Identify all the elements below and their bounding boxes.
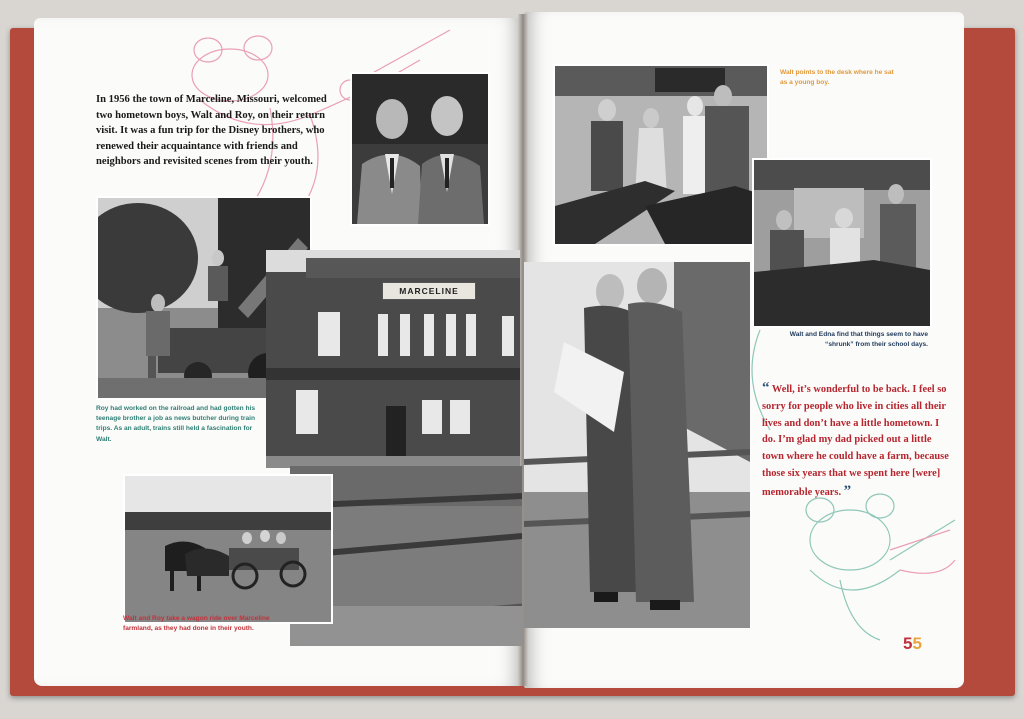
caption-walt-edna: Walt and Edna find that things seem to have “shrunk” from their school days. [789,331,928,349]
desk-classroom-photo [553,64,769,246]
page-number-digit-2: 5 [912,634,922,653]
page-number-digit-1: 5 [903,634,913,653]
intro-paragraph: In 1956 the town of Marceline, Missouri, welcomed two hometown boys, Walt and Roy, on their return visit. It was a fun trip for the Disney brothers, who renewed their acquaintance with friends and neighbors and revisited scenes from their youth. [96,94,327,168]
walt-roy-reading-photo [524,262,750,628]
walt-hometown-quote [762,380,952,502]
caption-desk: Walt points to the desk where he sat as a young boy. [780,69,894,87]
quote-close-mark: ” [843,482,852,499]
quote-text: Well, it’s wonderful to be back. I feel so sorry for people who live in cities all their lives and don’t have a little hometown. I do. I’m glad my dad picked out a little town where he could have a farm, because those six years that we spent here [were] memorable years. [762,384,949,498]
page-number [903,634,922,654]
wagon-ride-photo [123,474,333,624]
marceline-station-sign: MARCELINE [382,282,476,300]
walt-edna-photo [752,158,932,328]
quote-open-mark: “ [762,380,770,396]
walt-roy-portrait-photo [350,72,490,226]
caption-roy-railroad: Roy had worked on the railroad and had gotten his teenage brother a job as news butcher during train trips. As an adult, trains still held a fascination for Walt. [96,405,256,443]
caption-wagon-ride: Walt and Roy take a wagon ride over Marceline farmland, as they had done in their youth. [123,615,270,633]
